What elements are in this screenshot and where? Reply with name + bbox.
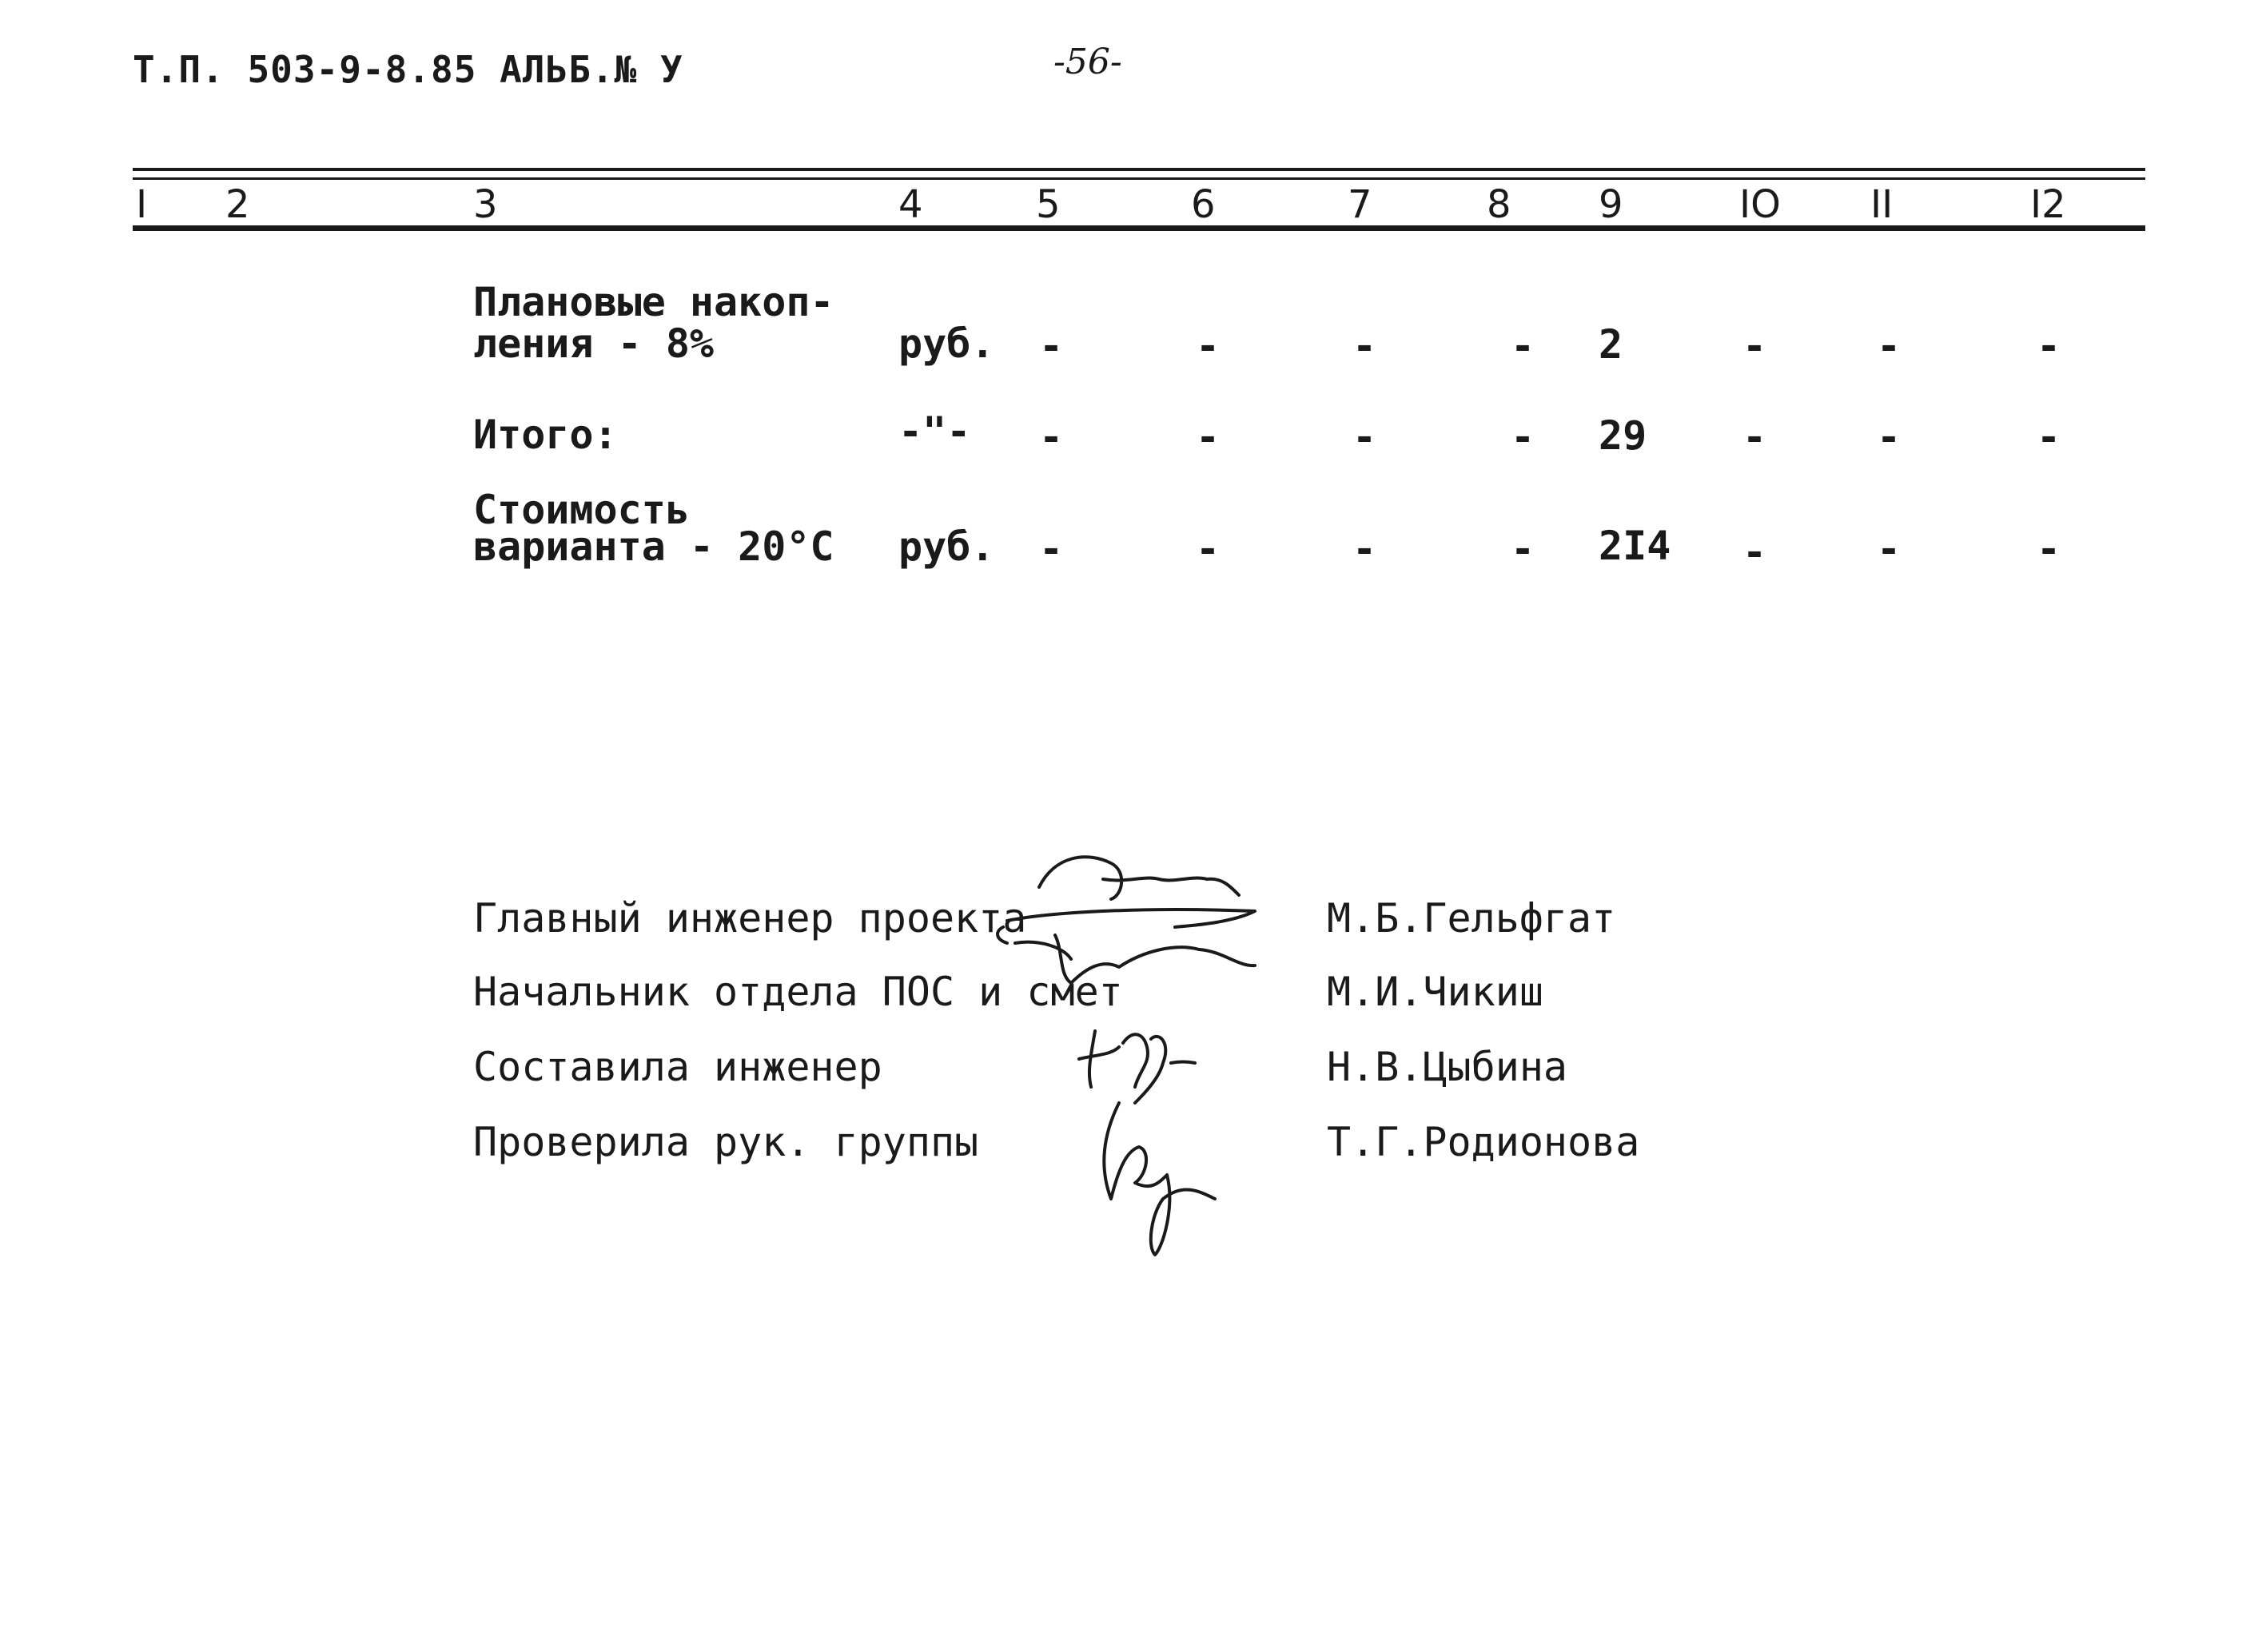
signature-name: М.И.Чикиш [1327,969,1543,1015]
column-number-5: 5 [1036,182,1061,227]
signature-stroke [1015,935,1255,983]
row-unit: руб. [898,523,995,570]
row-description-line: варианта - 20°С [473,523,834,570]
row-col9: 2I4 [1599,523,1671,569]
row-unit: -"- [898,408,971,455]
column-number-4: 4 [898,182,923,227]
document-code: Т.П. 503-9-8.85 АЛЬБ.№ У [133,48,683,91]
row-col10: - [1742,529,1767,575]
table-top-rule-inner [133,177,2145,180]
row-description-line: Стоимость [473,487,690,533]
row-col10: - [1742,414,1767,460]
row-col5: - [1039,323,1064,369]
table-header-bottom-rule [133,225,2145,231]
row-col12: - [2037,323,2061,369]
row-description-line: ления - 8% [473,320,715,367]
row-unit: руб. [898,320,995,367]
row-col11: - [1877,323,1902,369]
row-col6: - [1196,323,1221,369]
row-col11: - [1877,526,1902,572]
signature-role: Проверила рук. группы [473,1119,979,1165]
column-number-3: 3 [473,182,498,227]
row-col5: - [1039,414,1064,460]
column-number-8: 8 [1487,182,1511,227]
row-col7: - [1352,414,1377,460]
signature-role: Главный инженер проекта [473,895,1027,941]
column-number-10: IO [1739,182,1781,227]
signature-role: Начальник отдела ПОС и смет [473,969,1123,1015]
signature-name: Н.В.Цыбина [1327,1044,1568,1090]
column-number-9: 9 [1599,182,1623,227]
signature-stroke [1104,1103,1215,1255]
handwritten-signatures [991,831,1327,1263]
page-number: -56- [1053,42,1122,82]
signature-stroke [1079,1031,1195,1103]
row-col12: - [2037,526,2061,572]
row-col12: - [2037,414,2061,460]
row-col8: - [1511,323,1535,369]
signature-name: Т.Г.Родионова [1327,1119,1640,1165]
column-number-7: 7 [1348,182,1372,227]
table-top-rule [133,168,2145,171]
column-number-6: 6 [1191,182,1216,227]
column-number-11: II [1870,182,1894,227]
column-number-12: I2 [2030,182,2066,227]
row-col8: - [1511,526,1535,572]
row-description-line: Плановые накоп- [473,279,834,325]
row-col8: - [1511,414,1535,460]
row-col9: 29 [1599,412,1647,459]
row-col5: - [1039,526,1064,572]
row-col9: 2 [1599,321,1623,368]
signature-name: М.Б.Гельфгат [1327,895,1616,941]
signature-stroke [998,927,1007,943]
column-number-2: 2 [225,182,250,227]
row-col11: - [1877,414,1902,460]
row-col7: - [1352,323,1377,369]
column-number-1: I [136,182,148,227]
row-col6: - [1196,414,1221,460]
row-col6: - [1196,526,1221,572]
signature-role: Составила инженер [473,1044,882,1090]
row-col10: - [1742,323,1767,369]
signature-stroke [1007,857,1255,927]
row-description-line: Итого: [473,412,618,458]
row-col7: - [1352,526,1377,572]
